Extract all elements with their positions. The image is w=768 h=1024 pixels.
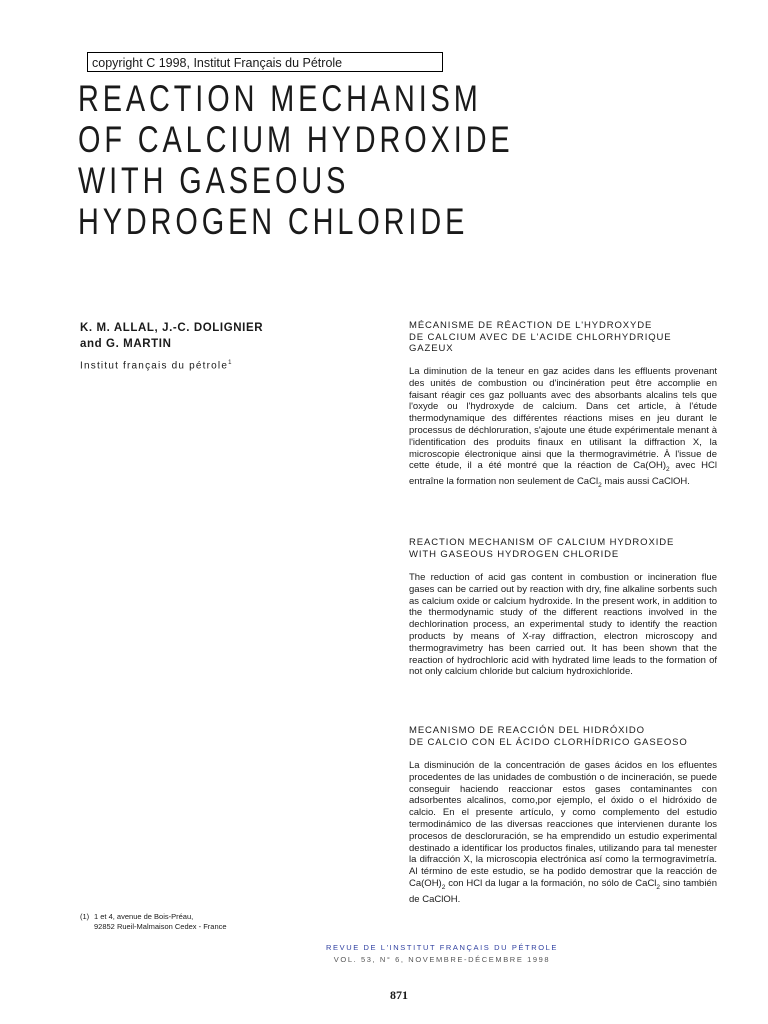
abstract-body-es <box>409 760 717 905</box>
abstract-title-es-line-2: DE CALCIO CON EL ÁCIDO CLORHÍDRICO GASEOSO <box>409 736 688 748</box>
abstract-title-fr-line-2: DE CALCIUM AVEC DE L'ACIDE CHLORHYDRIQUE <box>409 331 672 343</box>
author-list <box>80 320 340 352</box>
abstract-title-fr-line-3: GAZEUX <box>409 343 454 354</box>
affiliation-footnote-mark: 1 <box>228 360 232 366</box>
abstract-es-text-b: con HCl da lugar a la formación, no sólo de CaCl <box>445 877 657 889</box>
footnote-address-1: 1 et 4, avenue de Bois-Préau, <box>94 912 194 921</box>
abstract-body-fr <box>409 366 717 492</box>
footnote-line-1 <box>80 912 227 922</box>
page-number-text: 871 <box>390 988 408 1002</box>
abstract-fr-subscript-b: 2 <box>598 481 602 489</box>
abstract-title-es <box>409 725 729 748</box>
journal-name: REVUE DE L'INSTITUT FRANÇAIS DU PÉTROLE <box>325 943 559 952</box>
title-line-3: WITH GASEOUS <box>78 160 350 201</box>
abstract-fr-text-c: mais aussi CaClOH. <box>601 476 690 488</box>
title-line-4: HYDROGEN CHLORIDE <box>78 201 469 242</box>
footnote <box>80 912 227 932</box>
abstract-title-es-line-1: MECANISMO DE REACCIÓN DEL HIDRÓXIDO <box>409 725 645 736</box>
affiliation-text: Institut français du pétrole <box>80 360 229 372</box>
authors-line-1: K. M. ALLAL, J.-C. DOLIGNIER <box>80 322 264 334</box>
authors-line-2: and G. MARTIN <box>80 338 172 350</box>
journal-issue: VOL. 53, N° 6, NOVEMBRE-DÉCEMBRE 1998 <box>333 955 551 964</box>
abstract-fr-text-a: La diminution de la teneur en gaz acides dans les effluents provenant des unités de combustion ou d'incinération peut être accomplie en faisant réagir ces gaz polluants avec des absorbants alcalins tels que l'oxyde ou l'hydroxyde de calcium. Dans cet article, à l'étude thermodynamique des différentes réactions mises en jeu durant le processus de déchloruration, s'ajoute une étude expérimentale menant à l'identification des produits finaux en utilisant la diffraction X, la microscopie électronique ainsi que la thermogravimétrie. À l'issue de cette étude, il a été montré que la réaction de Ca(OH) <box>409 366 717 472</box>
footnote-number: (1) <box>80 912 90 921</box>
abstract-fr-text-b: avec HCl entraîne la formation non seulement de CaCl <box>409 460 717 488</box>
footnote-address-2: 92852 Rueil-Malmaison Cedex - France <box>94 922 227 931</box>
abstract-body-en: The reduction of acid gas content in combustion or incineration flue gases can be carried out by reaction with dry, fine alkaline sorbents such as calcium oxide or calcium hydroxide. In the present work, in addition to the thermodynamic study of the different reactions involved in the dechlorination process, an experimental study to identify the reaction products by means of X-ray diffraction, electron microscopy and thermogravimetry has been carried out. It has been shown that the reaction of hydrochloric acid with hydrated lime leads to the formation of not only calcium chloride but calcium hydroxichloride. <box>409 572 717 678</box>
affiliation <box>80 360 231 371</box>
copyright-notice: copyright C 1998, Institut Français du Pétrole <box>87 52 443 72</box>
abstract-fr-subscript-a: 2 <box>666 466 670 474</box>
abstract-es-text-c: sino también de CaClOH. <box>409 877 718 905</box>
abstract-title-en-line-1: REACTION MECHANISM OF CALCIUM HYDROXIDE <box>409 537 675 548</box>
title-line-2: OF CALCIUM HYDROXIDE <box>78 119 514 160</box>
title-line-1: REACTION MECHANISM <box>78 78 482 119</box>
page-number <box>0 988 768 1003</box>
abstract-es-text-a: La disminución de la concentración de gases ácidos en los efluentes procedentes de las unidades de combustión o de incineración, se puede conseguir haciendo reaccionar estos gases contaminantes con adsorbentes alcalinos, como,por ejemplo, el óxido o el hidróxido de calcio. En el presente artículo, y como complemento del estudio termodinámico de las diversas reacciones que intervienen durante los procesos de descloruración, se ha emprendido un estudio experimental destinado a identificar los productos finales, utilizando para tal menester la difracción X, la microscopia electrónica así como la termogravimetría. Al término de este estudio, se ha podido demostrar que la reacción de Ca(OH) <box>409 760 717 889</box>
abstract-es-subscript-a: 2 <box>441 883 446 891</box>
abstract-title-en <box>409 537 729 560</box>
abstract-title-fr-line-1: MÉCANISME DE RÉACTION DE L'HYDROXYDE <box>409 320 653 331</box>
abstract-title-en-line-2: WITH GASEOUS HYDROGEN CHLORIDE <box>409 548 620 560</box>
journal-reference <box>0 943 768 964</box>
abstract-title-fr <box>409 320 729 355</box>
article-title <box>78 78 678 242</box>
abstract-es-subscript-b: 2 <box>656 883 661 891</box>
